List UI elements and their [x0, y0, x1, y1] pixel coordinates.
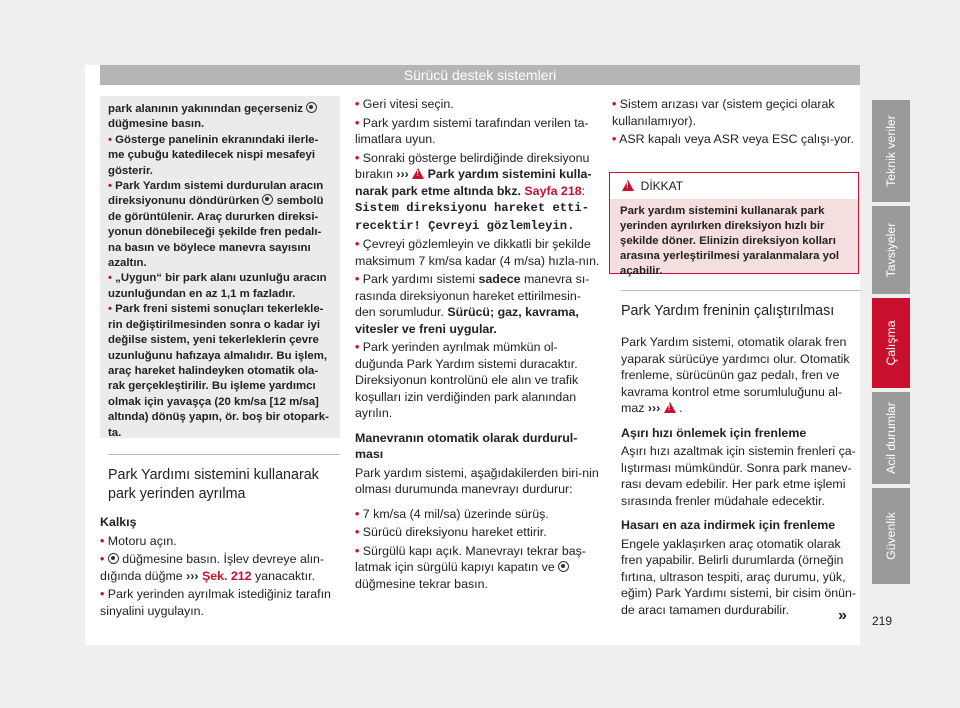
warning-icon	[412, 168, 424, 179]
tips-box	[100, 96, 340, 438]
park-assist-icon	[558, 561, 569, 572]
subheading-kalkis: Kalkış	[100, 515, 137, 529]
tab-acil-durumlar[interactable]: Acil durumlar	[872, 392, 910, 484]
section-title-brake: Park Yardım freninin çalıştırılması	[621, 302, 861, 321]
list-item: • Sürücü direksiyonu hareket ettirir.	[355, 525, 547, 539]
next-page-icon: »	[838, 607, 847, 624]
list-item: • Park yerinden ayrılmak istediğiniz tarafın sinyalini uygulayın.	[100, 587, 331, 618]
warning-box	[609, 172, 859, 277]
header-title: Sürücü destek sistemleri	[403, 67, 557, 83]
paragraph: Engele yaklaşırken araç otomatik olarak fren yapabilir. Belirli durumlarda (örneğin fırtına, ultrason tespiti, araç durumu, yük, eğim) Park Yardımı sistemi, bir cisim önün-de aracı tamamen durdurabilir.	[621, 536, 857, 617]
subheading-overspeed: Aşırı hızı önlemek için frenleme	[621, 425, 807, 440]
box-item: • Gösterge panelinin ekranındaki ilerle-me çubuğu katedilecek nispi mesafeyi gösterir.	[108, 133, 319, 177]
warning-body: Park yardım sistemini kullanarak park yerinden ayrılırken direksiyon hızlı bir şekilde döner. Elinizin direksiyon kolları arasına yerleştirilmesi yaralanmalara yol açabilir.	[610, 199, 858, 273]
tab-tavsiyeler[interactable]: Tavsiyeler	[872, 206, 910, 294]
list-item: • Sürgülü kapı açık. Manevrayı tekrar baş-latmak için sürgülü kapıyı kapatın ve düğmesine tekrar basın.	[355, 543, 586, 591]
column-3-bottom	[621, 334, 859, 624]
page-link[interactable]: Sayfa 218	[524, 183, 582, 198]
list-item: • Park yardımı sistemi sadece manevra sı-rasında direksiyonun hareket ettirilmesin-den sorumludur. Sürücü; gaz, kavrama, vitesler ve freni uygular.	[355, 272, 590, 336]
paragraph: Aşırı hızı azaltmak için sistemin frenleri ça-lıştırması mümkündür. Sonra park manev-rası devam edebilir. Her park etme işlemi sırasında frenler müdahale edecektir.	[621, 444, 856, 508]
park-assist-icon	[108, 553, 119, 564]
warning-icon	[622, 180, 634, 191]
warning-icon	[664, 402, 676, 413]
paragraph: Park Yardım sistemi, otomatik olarak fren yaparak sürücüye yardımcı olur. Otomatik frenleme, sürücünün gaz pedalı, fren ve kavrama kontrol etme sorumluluğunu al-maz ››› ! .	[621, 334, 859, 417]
list-item: • Sistem arızası var (sistem geçici olarak kullanılamıyor).	[612, 97, 835, 128]
box-item: • Park freni sistemi sonuçları tekerlekle-rin değiştirilmesinden sonra o kadar iyi değilse sistem, yeni tekerleklerin çevre uzunluğunu hafızaya almalıdır. Bu işlem, araç hareket halindeyken otomatik ola-rak gerçekleştirilir. Bu işleme yardımcı olmak için yavaşça (20 km/sa [12 m/sa] altında) dönüş yapın, ör. boş bir otopark-ta.	[108, 303, 329, 439]
list-item: • Park yerinden ayrılmak mümkün ol-duğunda Park Yardım sistemi duracaktır. Direksiyonun kontrolünü ele alın ve trafik koşulları izin verdiğinden park alanından ayrılın.	[355, 340, 579, 420]
paragraph: Park yardım sistemi, aşağıdakilerden biri-nin olması durumunda manevrayı durdurur:	[355, 465, 599, 496]
park-assist-icon	[306, 102, 317, 113]
list-item: • Çevreyi gözlemleyin ve dikkatli bir şekilde maksimum 7 km/sa kadar (4 m/sa) hızla-nın.	[355, 237, 600, 268]
list-item: • Park yardım sistemi tarafından verilen ta-limatlara uyun.	[355, 115, 589, 146]
list-item: • Sonraki gösterge belirdiğinde direksiyonu bırakın ››› ! Park yardım sistemini kulla-narak park etme altında bkz. Sayfa 218: Sistem direksiyonu hareket etti-recektir! Çevreyi gözlemleyin.	[355, 150, 600, 235]
list-item: • Geri vitesi seçin.	[355, 97, 454, 111]
list-item: • düğmesine basın. İşlev devreye alın-dığında düğme ››› Şek. 212 yanacaktır.	[100, 552, 325, 583]
subheading-damage: Hasarı en aza indirmek için frenleme	[621, 518, 836, 532]
box-intro: park alanının yakınından geçerseniz düğmesine basın.	[108, 102, 332, 133]
page-number: 219	[872, 614, 893, 628]
list-item: • Motoru açın.	[100, 533, 177, 548]
list-item: • 7 km/sa (4 mil/sa) üzerinde sürüş.	[355, 506, 549, 521]
section-title-leaving: Park Yardımı sistemini kullanarak park yerinden ayrılma	[108, 466, 340, 504]
warning-header: ! DİKKAT	[610, 173, 858, 199]
figure-link[interactable]: Şek. 212	[201, 568, 252, 583]
tab-calisma[interactable]: Çalışma	[872, 298, 910, 388]
column-3-top	[612, 96, 857, 154]
tab-guvenlik[interactable]: Güvenlik	[872, 488, 910, 584]
tab-teknik-veriler[interactable]: Teknik veriler	[872, 100, 910, 202]
page-header	[100, 65, 860, 85]
subheading-auto-stop: Manevranın otomatik olarak durdurul-ması	[355, 430, 578, 461]
column-2	[355, 96, 600, 598]
steering-icon	[262, 194, 273, 205]
column-1	[100, 514, 340, 625]
box-item: • Park Yardım sistemi durdurulan aracın direksiyonunu döndürürken sembolü de görüntülenir. Araç dururken direksi-yonun dönebileceği şekilde fren pedalı-na basın ve böylece manevra sayısını azaltın.	[108, 180, 324, 270]
box-item: • „Uygun“ bir park alanı uzunluğu aracın uzunluğundan en az 1,1 m fazladır.	[108, 272, 327, 300]
list-item: • ASR kapalı veya ASR veya ESC çalışı-yor.	[612, 132, 854, 146]
